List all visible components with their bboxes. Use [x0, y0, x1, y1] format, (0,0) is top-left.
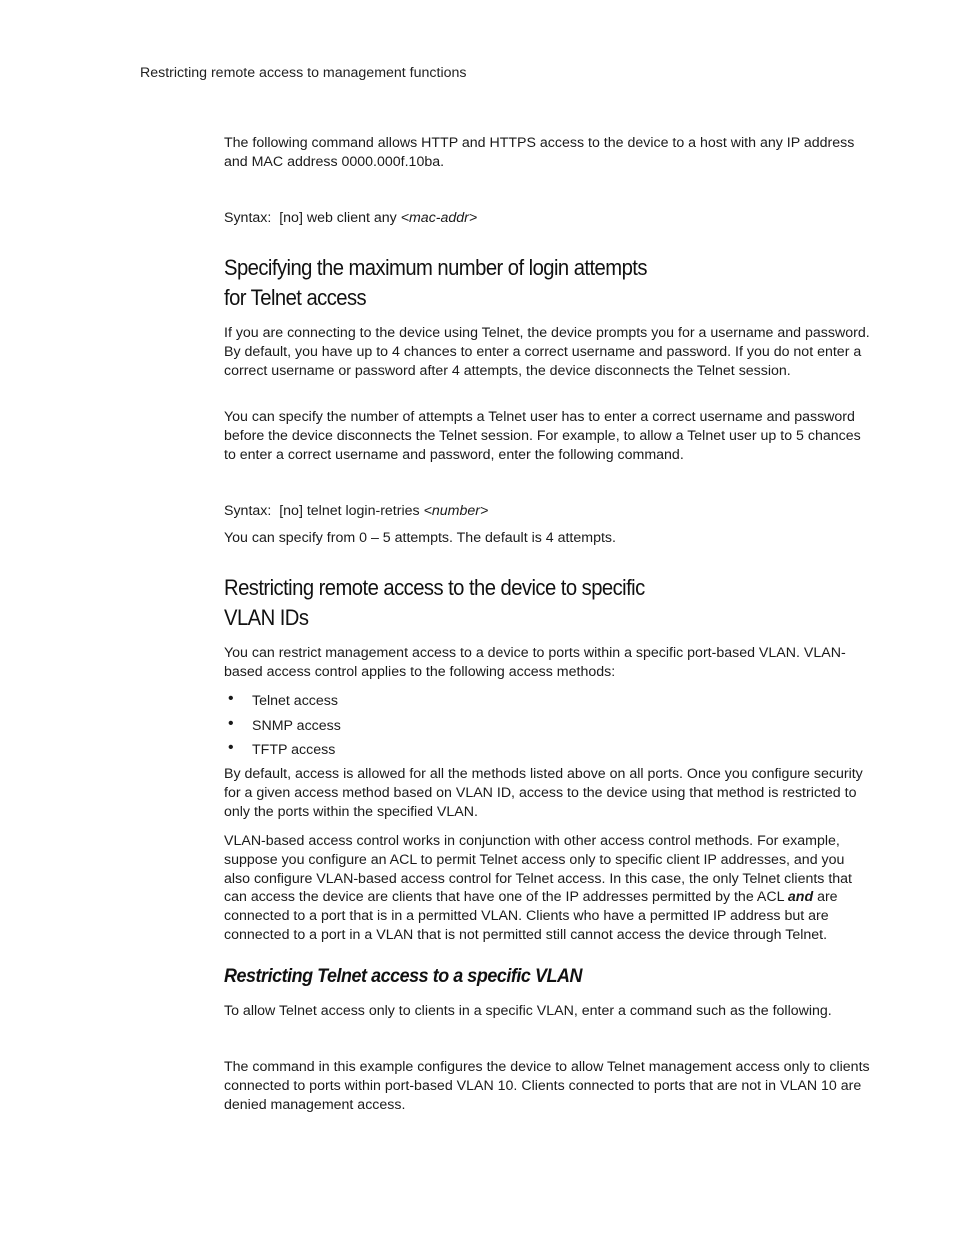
para-text: VLAN-based access control works in conjunction with other access control methods. For example, suppose you configure an ACL to permit Telnet access only to specific client IP addresses, and you also configure VLAN-based access control for Telnet access. In this case, the only Telnet clients that can access the device are clients that have one of the IP addresses permitted by the ACL — [224, 833, 853, 906]
login-retries-syntax — [224, 502, 488, 520]
login-para-3: You can specify from 0 – 5 attempts. The default is 4 attempts. — [224, 530, 616, 546]
syntax-argument: <number> — [423, 503, 489, 519]
bullet-icon: • — [228, 690, 234, 707]
telnet-vlan-subheading: Restricting Telnet access to a specific VLAN — [224, 965, 582, 987]
syntax-label: Syntax: — [224, 503, 272, 519]
vlan-para-1: You can restrict management access to a device to ports within a specific port-based VLAN. VLAN-based access control applies to the following access methods: — [224, 645, 846, 680]
vlan-para-2: By default, access is allowed for all the methods listed above on all ports. Once you configure security for a given access method based on VLAN ID, access to the device using that method is restricted to only the ports within the specified VLAN. — [224, 766, 863, 820]
heading-line-2: VLAN IDs — [224, 604, 309, 630]
syntax-command: telnet login-retries — [306, 503, 420, 519]
syntax-no-keyword: [no] — [279, 210, 303, 226]
syntax-no-keyword: [no] — [279, 503, 303, 519]
para-text: are connected to a port that is in a permitted VLAN. Clients who have a permitted IP address but are connected to a port in a VLAN that is not permitted still cannot access the device through Telnet. — [224, 889, 838, 943]
list-item-text: Telnet access — [252, 693, 338, 709]
web-client-syntax — [224, 209, 477, 227]
list-item-text: SNMP access — [252, 718, 341, 734]
telnet-vlan-para-1: To allow Telnet access only to clients in a specific VLAN, enter a command such as the following. — [224, 1003, 832, 1019]
login-attempts-heading — [224, 253, 739, 312]
emphasis-and: and — [787, 889, 814, 906]
bullet-icon: • — [228, 715, 234, 732]
running-header: Restricting remote access to management functions — [140, 65, 467, 81]
vlan-para-3 — [224, 832, 874, 945]
list-item-text: TFTP access — [252, 742, 336, 758]
login-para-1: If you are connecting to the device using Telnet, the device prompts you for a username and password. By default, you have up to 4 chances to enter a correct username and password. If you do not enter a correct username or password after 4 attempts, the device disconnects the Telnet session. — [224, 325, 870, 379]
vlan-restrict-heading — [224, 573, 739, 632]
syntax-command: web client any — [306, 210, 397, 226]
heading-line-1: Specifying the maximum number of login attempts — [224, 255, 647, 280]
web-client-intro: The following command allows HTTP and HTTPS access to the device to a host with any IP address and MAC address 0000.000f.10ba. — [224, 135, 855, 170]
bullet-icon: • — [228, 739, 234, 756]
heading-line-2: for Telnet access — [224, 284, 367, 310]
login-para-2: You can specify the number of attempts a Telnet user has to enter a correct username and password before the device disconnects the Telnet session. For example, to allow a Telnet user up to 5 chances to enter a correct username and password, enter the following command. — [224, 409, 861, 463]
syntax-argument: <mac-addr> — [400, 210, 478, 226]
syntax-label: Syntax: — [224, 210, 272, 226]
heading-line-1: Restricting remote access to the device to specific — [224, 575, 645, 600]
telnet-vlan-para-2: The command in this example configures the device to allow Telnet management access only to clients connected to ports within port-based VLAN 10. Clients connected to ports that are not in VLAN 10 are denied management access. — [224, 1059, 870, 1113]
